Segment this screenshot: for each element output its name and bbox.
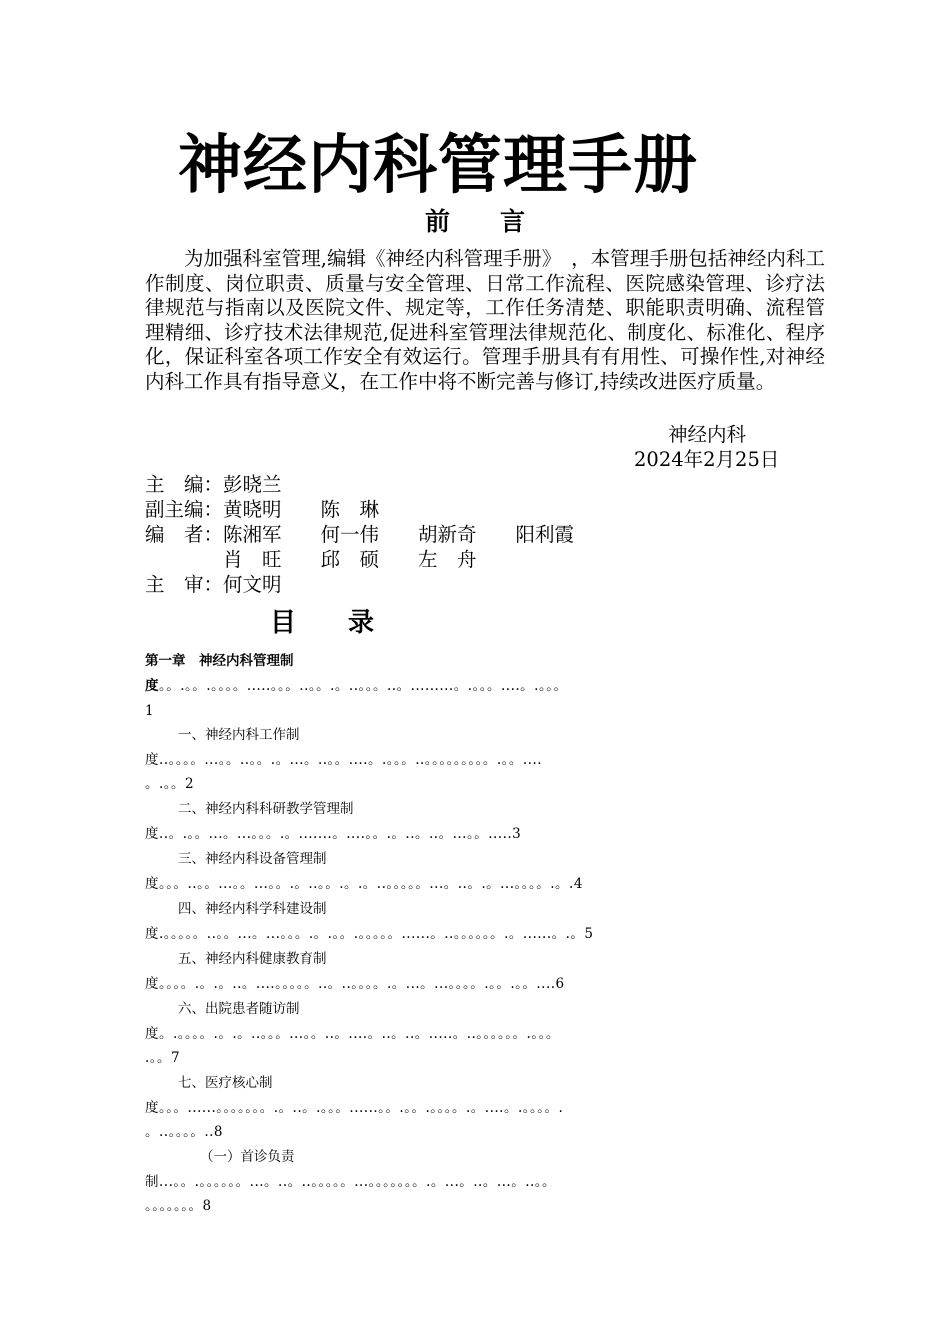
toc-entry-title[interactable]: 第一章 神经内科管理制	[145, 653, 294, 669]
toc-entry-lead-head: 度	[145, 1026, 159, 1042]
toc-entry-lead-head: 度	[145, 926, 159, 942]
toc-entry-dots: 。。.。。.。。。。.....。。。..。。.。..。。。..。.........。.。。。....。.。。。	[159, 678, 568, 694]
toc-entry-title[interactable]: 七、医疗核心制	[178, 1075, 273, 1091]
toc-entry-lead-head: 度	[145, 976, 159, 992]
toc-entry-leader[interactable]	[145, 825, 830, 843]
toc-entry-lead-head: 度	[145, 678, 159, 694]
toc-entry-page: .。。7	[145, 1050, 181, 1066]
preface-heading: 前 言	[424, 207, 525, 236]
toc-entry-title[interactable]: 三、神经内科设备管理制	[178, 851, 327, 867]
toc-entry-leader[interactable]	[145, 875, 830, 893]
toc-entry-dots: 。。。..。。...。。...。。.。..。。.。.。..。。。。。...。..。.。...。。。。.。.4	[159, 876, 583, 892]
toc-entry-title[interactable]: 四、神经内科学科建设制	[178, 901, 327, 917]
toc-entry-lead-head: 度	[145, 1100, 159, 1116]
signature-date: 2024年2月25日	[634, 448, 780, 471]
preface-body: 为加强科室管理,编辑《神经内科管理手册》 ，本管理手册包括神经内科工作制度、岗位职责、质量与安全管理、日常工作流程、医院感染管理、诊疗法律规范与指南以及医院文件、规定等，工作任务清楚、职能职责明确、流程管理精细、诊疗技术法律规范,促进科室管理法律规范化、制度化、标准化、程序化，保证科室各项工作安全有效运行。管理手册具有有用性、可操作性,对神经内科工作具有指导意义，在工作中将不断完善与修订,持续改进医疗质量。	[145, 247, 825, 393]
toc-entry-title[interactable]: 一、神经内科工作制	[178, 727, 300, 743]
reviewer: 主 审：何文明	[145, 573, 282, 596]
toc-entry-dots: ...。。.。。。。。。...。..。..。。。。。...。。。。。。。.。...。..。...。..。。	[159, 1174, 557, 1190]
toc-entry-title[interactable]: （一）首诊负责	[200, 1149, 295, 1165]
toc-entry-title[interactable]: 二、神经内科科研教学管理制	[178, 801, 354, 817]
toc-entry-page: 。。。。。。。8	[145, 1198, 212, 1214]
toc-entry-lead-head: 度	[145, 876, 159, 892]
toc-entry-title[interactable]: 六、出院患者随访制	[178, 1001, 300, 1017]
toc-entry-dots: 。。。......。。。。。。。.。..。.。。。......。。.。。.。。。。.。....。.。。。。.	[159, 1100, 564, 1116]
document-title: 神经内科管理手册	[178, 129, 698, 203]
deputy-editor: 副主编：黄晓明 陈 琳	[145, 498, 380, 521]
toc-entry-leader[interactable]	[145, 677, 830, 695]
toc-entry-leader[interactable]	[145, 1025, 830, 1043]
toc-entry-page: 1	[145, 703, 155, 719]
toc-entry-lead-head: 度	[145, 752, 159, 768]
toc-entry-dots: ..。。。。...。。..。。.。...。..。。....。.。。。..。。。。。。。。。.。。....	[159, 752, 543, 768]
toc-entry-page: 。..。。。。..8	[145, 1124, 224, 1140]
toc-entry-dots: ..。.。。...。...。。。.。.......。....。。.。..。..。...。。.....3	[159, 826, 522, 842]
toc-entry-leader[interactable]	[145, 1099, 830, 1117]
toc-entry-lead-head: 制	[145, 1174, 159, 1190]
toc-entry-dots: 。。。。.。.。..。....。。。。。..。..。。。。.。...。...。。。。.。。.。。....6	[159, 976, 565, 992]
signature-department: 神经内科	[668, 423, 747, 446]
toc-entry-lead-head: 度	[145, 826, 159, 842]
toc-entry-dots: .。。。。。..。。...。...。。。.。.。。.。。。。。......。..。。。。。。.。......。.。5	[159, 926, 594, 942]
editors-line-2: 肖 旺 邱 硕 左 舟	[145, 548, 477, 571]
toc-entry-dots: 。.。。。。.。.。..。。。...。。..。....。..。..。.....。..。。。。。。.。。。	[159, 1026, 560, 1042]
toc-entry-title[interactable]: 五、神经内科健康教育制	[178, 951, 327, 967]
toc-entry-leader[interactable]	[145, 751, 830, 769]
toc-heading: 目 录	[270, 608, 375, 638]
chief-editor: 主 编：彭晓兰	[145, 473, 282, 496]
toc-entry-leader[interactable]	[145, 1173, 830, 1191]
toc-entry-leader[interactable]	[145, 975, 830, 993]
toc-entry-leader[interactable]	[145, 925, 830, 943]
toc-entry-page: 。.。。2	[145, 776, 195, 792]
editors-line-1: 编 者：陈湘军 何一伟 胡新奇 阳利霞	[145, 523, 575, 546]
